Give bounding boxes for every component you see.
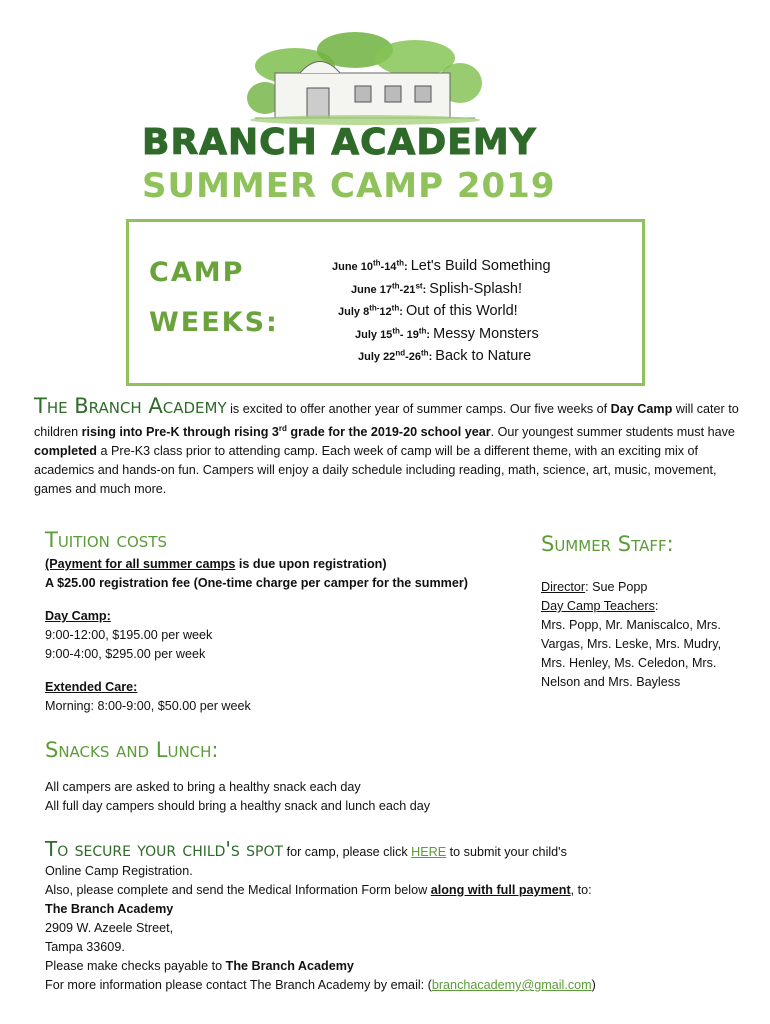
email-link[interactable]: branchacademy@gmail.com — [431, 978, 592, 992]
director-label: Director — [541, 580, 586, 594]
tuition-heading: Tuition costs — [45, 528, 168, 552]
page-subtitle: SUMMER CAMP 2019 — [142, 166, 556, 206]
week-theme: Splish-Splash! — [429, 281, 522, 297]
staff-section — [541, 578, 736, 692]
week-item — [338, 303, 518, 319]
registration-fee: A $25.00 registration fee (One-time charge per camper for the summer) — [45, 576, 468, 590]
snacks-line: All campers are asked to bring a healthy snack each day — [45, 780, 361, 794]
week-item — [358, 348, 531, 364]
teachers-colon: : — [654, 599, 659, 613]
intro-text: will cater to children — [34, 402, 739, 440]
contact-text: ) — [591, 978, 596, 992]
tuition-note-rest: is due upon registration) — [235, 557, 387, 571]
intro-heading: The Branch Academy — [34, 394, 227, 418]
week-dates: July $8^{th-}12th$: — [338, 303, 403, 318]
teachers-label: Day Camp Teachers — [541, 599, 655, 613]
day-camp-price: 9:00-4:00, $295.00 per week — [45, 647, 206, 661]
snacks-line: All full day campers should bring a healthy snack and lunch each day — [45, 799, 431, 813]
registration-link[interactable]: HERE — [411, 845, 447, 859]
week-theme: Out of this World! — [405, 303, 518, 319]
intro-text: is excited to offer another year of summer camps. Our five weeks of — [226, 402, 611, 416]
week-dates: June 17th-21st: — [351, 281, 427, 296]
extended-care-label: Extended Care: — [45, 680, 138, 694]
checks-payee: The Branch Academy — [225, 959, 354, 973]
intro-bold: completed — [34, 444, 97, 459]
camp-weeks-label — [149, 248, 279, 348]
week-dates: June 10th-14th: — [332, 258, 408, 273]
secure-line: Online Camp Registration. — [45, 864, 193, 878]
week-theme: Let's Build Something — [410, 258, 551, 274]
intro-bold: Day Camp — [610, 402, 673, 416]
intro-bold: rising into Pre-K through rising 3rd grade for the 2019-20 school year — [81, 424, 491, 440]
camp-weeks-label-line1: CAMP — [149, 257, 245, 288]
snacks-section — [45, 778, 725, 816]
secure-heading: To secure your child's spot — [45, 837, 284, 861]
address-line: The Branch Academy — [45, 902, 174, 916]
intro-text: . Our youngest summer students must have — [490, 425, 735, 440]
secure-line: Also, please complete and send the Medical Information Form below — [45, 883, 431, 897]
day-camp-price: 9:00-12:00, $195.00 per week — [45, 628, 213, 642]
secure-emphasis: along with full payment — [430, 883, 571, 897]
extended-care-price: Morning: 8:00-9:00, $50.00 per week — [45, 699, 251, 713]
secure-text: to submit your child's — [446, 845, 567, 859]
teachers-list: Mrs. Popp, Mr. Maniscalco, Mrs. Vargas, Mrs. Leske, Mrs. Mudry, Mrs. Henley, Ms. Celedon, Mrs. Nelson and Mrs. Bayless — [541, 618, 722, 689]
director-name: : Sue Popp — [585, 580, 648, 594]
secure-text: for camp, please click — [283, 845, 412, 859]
week-item — [332, 258, 551, 274]
school-building-illustration — [245, 28, 485, 126]
staff-heading: Summer Staff: — [541, 532, 674, 556]
snacks-heading: Snacks and Lunch: — [45, 738, 219, 762]
address-line: Tampa 33609. — [45, 940, 125, 954]
week-item — [351, 281, 522, 297]
week-theme: Messy Monsters — [433, 326, 539, 342]
week-item — [355, 326, 539, 342]
week-theme: Back to Nature — [435, 348, 532, 364]
camp-weeks-label-line2: WEEKS: — [149, 307, 279, 338]
intro-paragraph — [34, 394, 739, 499]
secure-line: , to: — [570, 883, 592, 897]
address-line: 2909 W. Azeele Street, — [45, 921, 174, 935]
week-dates: July 15th- 19th: — [355, 326, 431, 341]
contact-text: For more information please contact The Branch Academy by email: ( — [45, 978, 432, 992]
page-title: BRANCH ACADEMY — [142, 122, 537, 163]
tuition-note: (Payment for all summer camps — [45, 557, 236, 571]
tuition-section — [45, 555, 515, 716]
checks-text: Please make checks payable to — [45, 959, 226, 973]
week-dates: July 22nd-26th: — [358, 348, 433, 363]
camp-weeks-box — [126, 219, 645, 386]
intro-text: a Pre-K3 class prior to attending camp. Each week of camp will be a different theme, with an exciting mix of academics and hands-on fun. Campers will enjoy a daily schedule including reading, math, science, art, music, movement, games and much more. — [34, 444, 717, 497]
secure-section — [45, 837, 735, 995]
day-camp-label: Day Camp: — [45, 609, 111, 623]
